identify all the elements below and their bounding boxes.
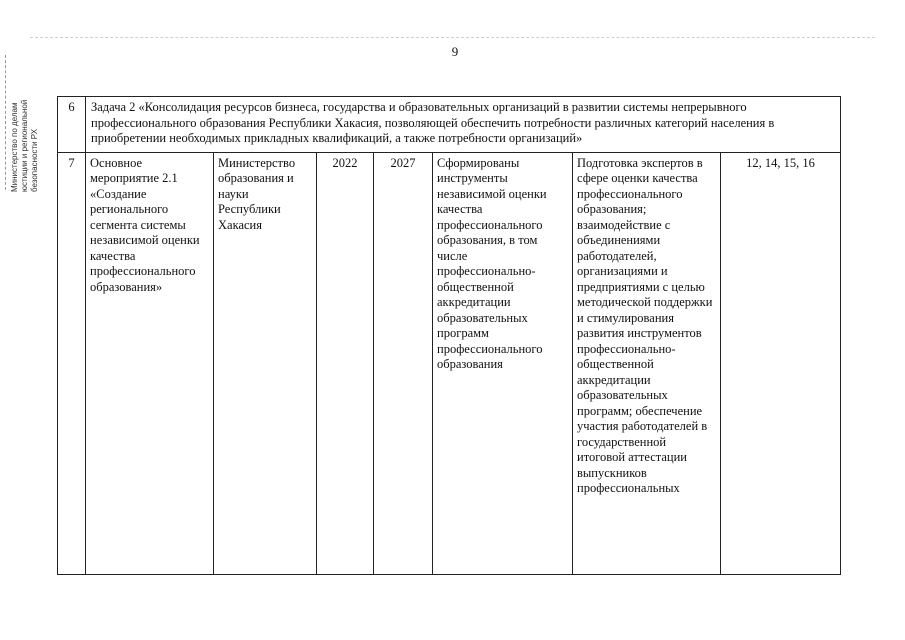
table-row-task	[58, 97, 841, 153]
scan-artifact-line	[30, 37, 875, 38]
stamp-border	[5, 55, 7, 190]
registration-stamp	[10, 52, 46, 192]
stamp-line-1: Министерство по делам	[10, 102, 19, 192]
end-year-cell: 2027	[374, 152, 433, 574]
stamp-line-2: юстиции и региональной	[20, 99, 29, 192]
activities-cell: Подготовка экспертов в сфере оценки качества профессионального образования; взаимодействие с объединениями работодателей, организациями и предприятиями с целью методической поддержки и стимулирования развития инструментов профессионально-общественной аккредитации образовательных программ; обеспечение участия работодателей в государственной итоговой аттестации выпускников профессиональных	[573, 152, 721, 574]
program-table	[57, 96, 841, 575]
row-number: 6	[58, 97, 86, 153]
executor-cell: Министерство образования и науки Республики Хакасия	[214, 152, 317, 574]
expected-result-cell: Сформированы инструменты независимой оценки качества профессионального образования, в том числе профессионально-общественной аккредитации образовательных программ профессионального образования	[433, 152, 573, 574]
stamp-line-3: безопасности РХ	[30, 128, 39, 192]
start-year-cell: 2022	[317, 152, 374, 574]
row-number: 7	[58, 152, 86, 574]
page-number: 9	[451, 44, 459, 59]
task-description: Задача 2 «Консолидация ресурсов бизнеса, государства и образовательных организаций в развитии системы непрерывного профессионального образования Республики Хакасия, позволяющей обеспечить потребности различных категорий населения в приобретении необходимых прикладных квалификаций, а также потребности организаций»	[86, 97, 841, 153]
indicators-cell: 12, 14, 15, 16	[721, 152, 841, 574]
table-row-event	[58, 152, 841, 574]
event-name-cell: Основное мероприятие 2.1 «Создание регионального сегмента системы независимой оценки качества профессионального образования»	[86, 152, 214, 574]
